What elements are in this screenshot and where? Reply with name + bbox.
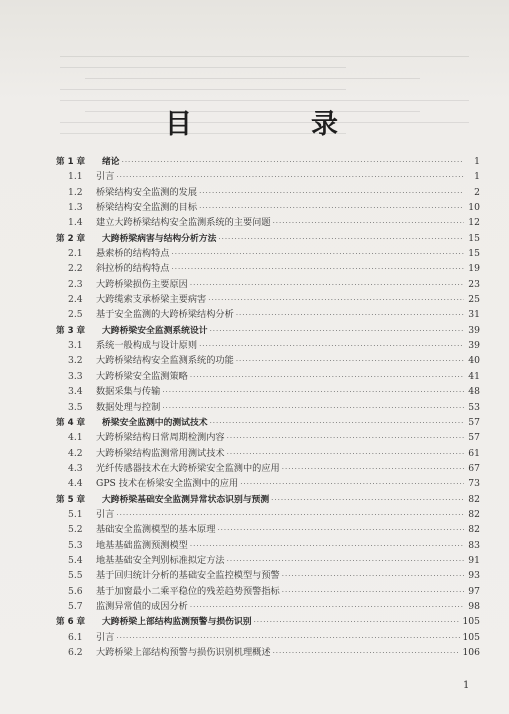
toc-entry-page: 82 — [468, 524, 480, 536]
dot-leader — [227, 554, 464, 568]
toc-entry-title: 大跨桥梁结构日常周期检测内容 — [96, 432, 225, 444]
toc-chapter-row[interactable] — [56, 492, 480, 507]
toc-entry-number: 2.5 — [68, 309, 83, 321]
toc-entry-number: 5.6 — [68, 585, 83, 597]
table-of-contents — [56, 154, 480, 660]
toc-section-row[interactable] — [56, 277, 480, 292]
toc-section-row[interactable] — [56, 446, 480, 461]
toc-entry-number: 4.3 — [68, 462, 83, 474]
toc-entry-page: 105 — [462, 631, 480, 643]
toc-section-row[interactable] — [56, 185, 480, 200]
toc-entry-page: 2 — [474, 186, 480, 198]
toc-entry-title: 基于加窗最小二乘平稳位的残差趋势预警指标 — [96, 585, 280, 597]
toc-entry-page: 73 — [468, 478, 480, 490]
toc-entry-title: 斜拉桥的结构特点 — [96, 263, 170, 275]
toc-entry-title: 地基基础监测预测模型 — [96, 539, 188, 551]
toc-entry-number: 4.1 — [68, 432, 83, 444]
dot-leader — [208, 293, 464, 307]
dot-leader — [172, 247, 465, 261]
toc-entry-number: 5.5 — [68, 570, 83, 582]
toc-entry-number: 6.1 — [68, 631, 83, 643]
toc-entry-number: 1.2 — [68, 186, 83, 198]
dot-leader — [199, 339, 464, 353]
toc-section-row[interactable] — [56, 461, 480, 476]
toc-entry-page: 97 — [468, 585, 480, 597]
toc-section-row[interactable] — [56, 476, 480, 491]
dot-leader — [116, 508, 464, 522]
toc-entry-number: 第 5 章 — [56, 494, 86, 505]
dot-leader — [199, 201, 464, 215]
toc-entry-title: 大跨桥梁安全监测系统设计 — [102, 325, 208, 336]
toc-chapter-row[interactable] — [56, 231, 480, 246]
toc-entry-number: 4.2 — [68, 447, 83, 459]
toc-entry-title: GPS 技术在桥梁安全监测中的应用 — [96, 478, 239, 490]
toc-section-row[interactable] — [56, 645, 480, 660]
dot-leader — [227, 431, 464, 445]
toc-entry-page: 23 — [468, 278, 480, 290]
toc-entry-title: 大跨桥梁结构监测常用测试技术 — [96, 447, 225, 459]
dot-leader — [190, 600, 464, 614]
toc-section-row[interactable] — [56, 169, 480, 184]
toc-entry-page: 39 — [468, 324, 480, 336]
toc-entry-number: 5.2 — [68, 524, 83, 536]
toc-entry-page: 93 — [468, 570, 480, 582]
toc-section-row[interactable] — [56, 584, 480, 599]
toc-section-row[interactable] — [56, 507, 480, 522]
page-number: 1 — [463, 680, 470, 691]
toc-entry-number: 2.1 — [68, 248, 83, 260]
toc-entry-number: 3.2 — [68, 355, 83, 367]
toc-entry-title: 大跨缆索支承桥梁主要病害 — [96, 294, 207, 306]
dot-leader — [240, 477, 464, 491]
dot-leader — [162, 401, 464, 415]
toc-entry-page: 106 — [462, 647, 480, 658]
toc-entry-title: 系统一般构成与设计原则 — [96, 340, 198, 352]
toc-section-row[interactable] — [56, 384, 480, 399]
dot-leader — [282, 585, 464, 599]
toc-entry-page: 105 — [462, 616, 480, 628]
toc-entry-number: 4.4 — [68, 478, 83, 490]
dot-leader — [282, 462, 464, 476]
toc-section-row[interactable] — [56, 292, 480, 307]
toc-entry-title: 引言 — [96, 508, 115, 520]
toc-section-row[interactable] — [56, 630, 480, 645]
toc-section-row[interactable] — [56, 599, 480, 614]
toc-entry-title: 建立大跨桥梁结构安全监测系统的主要问题 — [96, 217, 271, 229]
dot-leader — [217, 523, 464, 537]
toc-section-row[interactable] — [56, 307, 480, 322]
toc-section-row[interactable] — [56, 400, 480, 415]
toc-section-row[interactable] — [56, 353, 480, 368]
toc-entry-number: 5.7 — [68, 600, 83, 612]
toc-entry-title: 基于安全监测的大跨桥梁结构分析 — [96, 309, 234, 321]
dot-leader — [190, 278, 464, 292]
toc-entry-page: 10 — [468, 202, 480, 214]
toc-entry-number: 3.4 — [68, 386, 83, 398]
toc-entry-title: 大跨桥梁损伤主要原因 — [96, 278, 188, 290]
toc-entry-title: 基于回归统计分析的基础安全监控模型与预警 — [96, 570, 280, 582]
toc-entry-number: 1.4 — [68, 217, 83, 229]
toc-entry-number: 5.4 — [68, 554, 83, 566]
toc-entry-number: 2.3 — [68, 278, 83, 290]
dot-leader — [199, 186, 464, 200]
toc-entry-number: 5.1 — [68, 508, 83, 520]
toc-entry-title: 桥梁安全监测中的测试技术 — [102, 417, 208, 428]
toc-entry-page: 82 — [468, 508, 480, 520]
toc-entry-page: 98 — [468, 600, 480, 612]
toc-section-row[interactable] — [56, 553, 480, 568]
toc-entry-title: 大跨桥梁基础安全监测异常状态识别与预测 — [102, 494, 270, 505]
toc-entry-number: 1.3 — [68, 202, 83, 214]
toc-entry-page: 91 — [468, 554, 480, 566]
toc-section-row[interactable] — [56, 200, 480, 215]
toc-entry-title: 大跨桥梁安全监测策略 — [96, 370, 188, 382]
toc-entry-title: 大跨桥梁上部结构监测预警与损伤识别 — [102, 617, 252, 628]
toc-entry-title: 桥梁结构安全监测的目标 — [96, 202, 198, 214]
toc-entry-page: 57 — [468, 416, 480, 428]
toc-entry-number: 3.5 — [68, 401, 83, 413]
dot-leader — [271, 493, 464, 507]
page-title: 目 录 — [165, 109, 384, 140]
dot-leader — [236, 308, 464, 322]
dot-leader — [273, 216, 464, 230]
toc-section-row[interactable] — [56, 522, 480, 537]
toc-entry-title: 大跨桥梁上部结构预警与损伤识别机理概述 — [96, 647, 271, 658]
toc-entry-page: 40 — [468, 355, 480, 367]
toc-entry-number: 第 3 章 — [56, 325, 86, 336]
toc-entry-number: 第 4 章 — [56, 417, 86, 428]
toc-section-row[interactable] — [56, 215, 480, 230]
toc-entry-title: 光纤传感器技术在大跨桥梁安全监测中的应用 — [96, 462, 280, 474]
dot-leader — [122, 155, 464, 169]
toc-entry-title: 引言 — [96, 171, 115, 183]
toc-entry-page: 57 — [468, 432, 480, 444]
toc-entry-number: 1.1 — [68, 171, 83, 183]
dot-leader — [218, 232, 464, 246]
dot-leader — [210, 324, 464, 338]
toc-entry-page: 31 — [468, 309, 480, 321]
toc-entry-page: 41 — [468, 370, 480, 382]
toc-entry-title: 监测异常值的成因分析 — [96, 600, 188, 612]
toc-chapter-row[interactable] — [56, 154, 480, 169]
toc-entry-number: 5.3 — [68, 539, 83, 551]
toc-section-row[interactable] — [56, 338, 480, 353]
dot-leader — [236, 354, 464, 368]
toc-entry-page: 25 — [468, 294, 480, 306]
dot-leader — [273, 646, 461, 660]
toc-entry-page: 1 — [474, 171, 480, 183]
toc-entry-title: 悬索桥的结构特点 — [96, 248, 170, 260]
toc-chapter-row[interactable] — [56, 614, 480, 629]
toc-entry-page: 12 — [468, 217, 480, 229]
toc-entry-page: 39 — [468, 340, 480, 352]
toc-entry-number: 第 6 章 — [56, 617, 86, 628]
toc-entry-number: 6.2 — [68, 647, 83, 658]
dot-leader — [190, 539, 464, 553]
toc-entry-title: 大跨桥梁结构安全监测系统的功能 — [96, 355, 234, 367]
toc-section-row[interactable] — [56, 430, 480, 445]
toc-section-row[interactable] — [56, 369, 480, 384]
toc-entry-number: 3.3 — [68, 370, 83, 382]
dot-leader — [162, 385, 464, 399]
dot-leader — [116, 631, 460, 645]
toc-entry-title: 数据采集与传输 — [96, 386, 161, 398]
toc-entry-title: 桥梁结构安全监测的发展 — [96, 186, 198, 198]
toc-entry-page: 82 — [468, 493, 480, 505]
dot-leader — [172, 262, 465, 276]
toc-entry-page: 15 — [468, 248, 480, 260]
toc-entry-page: 83 — [468, 539, 480, 551]
toc-entry-page: 48 — [468, 386, 480, 398]
toc-entry-page: 1 — [474, 156, 480, 167]
toc-entry-page: 15 — [468, 232, 480, 244]
toc-entry-title: 引言 — [96, 631, 115, 643]
toc-entry-title: 地基基础安全判别标准拟定方法 — [96, 554, 225, 566]
dot-leader — [282, 569, 464, 583]
toc-entry-page: 61 — [468, 447, 480, 459]
toc-chapter-row[interactable] — [56, 415, 480, 430]
toc-chapter-row[interactable] — [56, 323, 480, 338]
toc-entry-title: 基础安全监测模型的基本原理 — [96, 524, 216, 536]
dot-leader — [227, 447, 464, 461]
toc-entry-number: 3.1 — [68, 340, 83, 352]
dot-leader — [116, 170, 464, 184]
toc-entry-page: 53 — [468, 401, 480, 413]
toc-entry-page: 67 — [468, 462, 480, 474]
toc-entry-number: 第 2 章 — [56, 233, 86, 244]
toc-entry-page: 19 — [468, 263, 480, 275]
toc-section-row[interactable] — [56, 261, 480, 276]
toc-section-row[interactable] — [56, 568, 480, 583]
toc-entry-number: 2.2 — [68, 263, 83, 275]
toc-entry-title: 数据处理与控制 — [96, 401, 161, 413]
dot-leader — [254, 615, 461, 629]
dot-leader — [190, 370, 464, 384]
dot-leader — [210, 416, 464, 430]
toc-entry-title: 绪论 — [102, 157, 120, 167]
toc-entry-title: 大跨桥梁病害与结构分析方法 — [102, 233, 217, 244]
toc-entry-number: 第 1 章 — [56, 157, 86, 167]
toc-entry-number: 2.4 — [68, 294, 83, 306]
toc-section-row[interactable] — [56, 246, 480, 261]
toc-section-row[interactable] — [56, 538, 480, 553]
